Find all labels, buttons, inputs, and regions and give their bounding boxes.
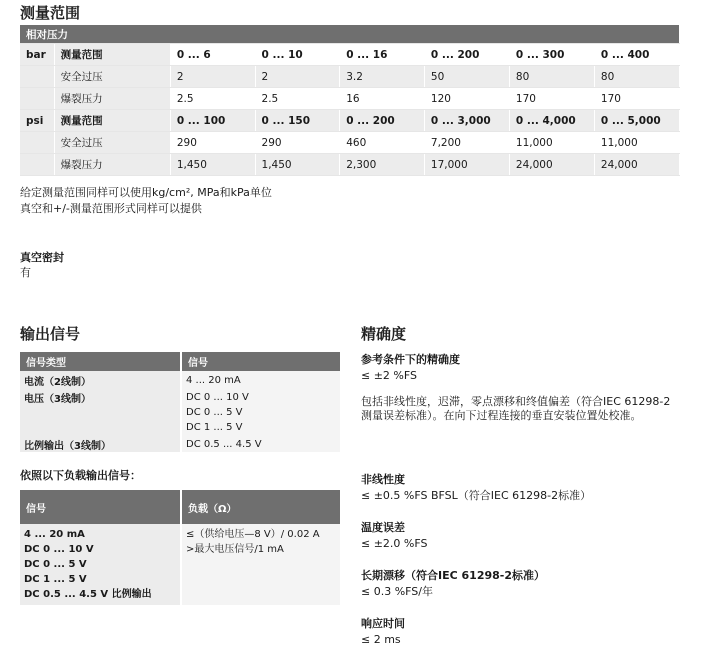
range-cell: 80 bbox=[594, 66, 679, 88]
range-cell: 17,000 bbox=[424, 154, 509, 176]
range-cell: 0 ... 10 bbox=[255, 44, 340, 66]
nonlinearity-title: 非线性度 bbox=[361, 473, 405, 486]
output-row bbox=[20, 388, 341, 435]
range-cell: 1,450 bbox=[170, 154, 255, 176]
range-cell: 0 ... 400 bbox=[594, 44, 679, 66]
range-cell: 460 bbox=[340, 132, 425, 154]
output-col-type: 信号类型 bbox=[20, 352, 181, 371]
output-signal-value: DC 0 ... 10 V bbox=[186, 392, 249, 403]
range-row-label: 测量范围 bbox=[54, 44, 170, 66]
range-cell: 7,200 bbox=[424, 132, 509, 154]
range-row-label: 测量范围 bbox=[54, 110, 170, 132]
accuracy-ref-title: 参考条件下的精确度 bbox=[361, 353, 460, 366]
accuracy-ref-value: ≤ ±2 %FS bbox=[361, 369, 417, 382]
range-cell: 11,000 bbox=[509, 132, 594, 154]
load-value-cell bbox=[181, 524, 341, 605]
range-cell: 1,450 bbox=[255, 154, 340, 176]
range-cell: 2 bbox=[170, 66, 255, 88]
range-unit: bar bbox=[20, 44, 54, 66]
temperature-error-value: ≤ ±2.0 %FS bbox=[361, 537, 428, 550]
range-cell: 170 bbox=[509, 88, 594, 110]
response-time-title: 响应时间 bbox=[361, 617, 405, 630]
range-cell: 0 ... 4,000 bbox=[509, 110, 594, 132]
load-title: 依照以下负载输出信号： bbox=[20, 469, 141, 482]
range-cell: 0 ... 200 bbox=[340, 110, 425, 132]
range-unit bbox=[20, 154, 54, 176]
long-term-drift-value: ≤ 0.3 %FS/年 bbox=[361, 585, 433, 598]
range-unit bbox=[20, 66, 54, 88]
range-cell: 0 ... 150 bbox=[255, 110, 340, 132]
output-signal-table bbox=[20, 352, 342, 452]
range-cell: 0 ... 16 bbox=[340, 44, 425, 66]
load-signal: 4 ... 20 mA bbox=[24, 529, 85, 540]
output-row bbox=[20, 371, 341, 388]
range-row-label: 爆裂压力 bbox=[54, 88, 170, 110]
accuracy-ref-note-2: 测量误差标准）。在向下过程连接的垂直安装位置处校准。 bbox=[361, 409, 642, 422]
range-cell: 0 ... 5,000 bbox=[594, 110, 679, 132]
output-signal-value: 4 ... 20 mA bbox=[186, 375, 241, 386]
output-row bbox=[20, 435, 341, 452]
output-signal-values bbox=[181, 435, 341, 452]
range-cell: 2.5 bbox=[170, 88, 255, 110]
range-table-header: 相对压力 bbox=[20, 25, 680, 44]
range-row bbox=[20, 88, 680, 110]
range-row-label: 爆裂压力 bbox=[54, 154, 170, 176]
range-unit bbox=[20, 132, 54, 154]
temperature-error-title: 温度误差 bbox=[361, 521, 405, 534]
load-col-signal: 信号 bbox=[20, 490, 181, 524]
output-signal-value: DC 0 ... 5 V bbox=[186, 407, 243, 418]
load-signal: DC 0 ... 10 V bbox=[24, 544, 94, 555]
long-term-drift-title: 长期漂移（符合IEC 61298-2标准） bbox=[361, 569, 545, 582]
range-title: 测量范围 bbox=[20, 4, 81, 22]
range-cell: 24,000 bbox=[509, 154, 594, 176]
load-table bbox=[20, 490, 342, 605]
output-title: 输出信号 bbox=[20, 325, 81, 343]
output-signal-type: 电压（3线制） bbox=[20, 388, 181, 435]
range-cell: 120 bbox=[424, 88, 509, 110]
vacuum-title: 真空密封 bbox=[20, 251, 64, 264]
range-cell: 0 ... 100 bbox=[170, 110, 255, 132]
output-signal-values bbox=[181, 388, 341, 435]
range-row bbox=[20, 110, 680, 132]
vacuum-value: 有 bbox=[20, 266, 31, 279]
output-signal-type: 电流（2线制） bbox=[20, 371, 181, 388]
range-table bbox=[20, 25, 680, 176]
nonlinearity-value: ≤ ±0.5 %FS BFSL（符合IEC 61298-2标准） bbox=[361, 489, 592, 502]
range-cell: 11,000 bbox=[594, 132, 679, 154]
load-signal: DC 1 ... 5 V bbox=[24, 574, 87, 585]
range-row bbox=[20, 154, 680, 176]
range-cell: 3.2 bbox=[340, 66, 425, 88]
range-row bbox=[20, 44, 680, 66]
range-cell: 2,300 bbox=[340, 154, 425, 176]
load-value: ≤（供给电压—8 V）/ 0.02 A bbox=[186, 529, 320, 540]
range-row bbox=[20, 66, 680, 88]
load-signal: DC 0 ... 5 V bbox=[24, 559, 87, 570]
range-row-label: 安全过压 bbox=[54, 132, 170, 154]
range-cell: 2.5 bbox=[255, 88, 340, 110]
range-cell: 290 bbox=[255, 132, 340, 154]
output-col-signal: 信号 bbox=[181, 352, 341, 371]
range-cell: 16 bbox=[340, 88, 425, 110]
output-signal-type: 比例输出（3线制） bbox=[20, 435, 181, 452]
range-unit bbox=[20, 88, 54, 110]
range-row bbox=[20, 132, 680, 154]
range-cell: 0 ... 6 bbox=[170, 44, 255, 66]
range-unit: psi bbox=[20, 110, 54, 132]
range-cell: 50 bbox=[424, 66, 509, 88]
accuracy-title: 精确度 bbox=[361, 325, 407, 343]
output-signal-value: DC 1 ... 5 V bbox=[186, 422, 243, 433]
range-cell: 2 bbox=[255, 66, 340, 88]
range-note-vacuum: 真空和+/-测量范围形式同样可以提供 bbox=[20, 202, 202, 215]
output-signal-value: DC 0.5 ... 4.5 V bbox=[186, 439, 262, 450]
range-note-units: 给定测量范围同样可以使用kg/cm², MPa和kPa单位 bbox=[20, 186, 272, 199]
output-signal-values bbox=[181, 371, 341, 388]
range-cell: 170 bbox=[594, 88, 679, 110]
range-cell: 0 ... 3,000 bbox=[424, 110, 509, 132]
range-cell: 290 bbox=[170, 132, 255, 154]
range-cell: 80 bbox=[509, 66, 594, 88]
range-row-label: 安全过压 bbox=[54, 66, 170, 88]
accuracy-ref-note-1: 包括非线性度，迟滞，零点漂移和终值偏差（符合IEC 61298-2 bbox=[361, 395, 671, 408]
range-cell: 0 ... 300 bbox=[509, 44, 594, 66]
response-time-value: ≤ 2 ms bbox=[361, 633, 401, 646]
load-value: >最大电压信号/1 mA bbox=[186, 544, 284, 555]
range-cell: 0 ... 200 bbox=[424, 44, 509, 66]
load-signal-cell bbox=[20, 524, 181, 605]
load-col-load: 负载（Ω） bbox=[181, 490, 341, 524]
range-cell: 24,000 bbox=[594, 154, 679, 176]
load-signal: DC 0.5 ... 4.5 V 比例输出 bbox=[24, 589, 152, 600]
